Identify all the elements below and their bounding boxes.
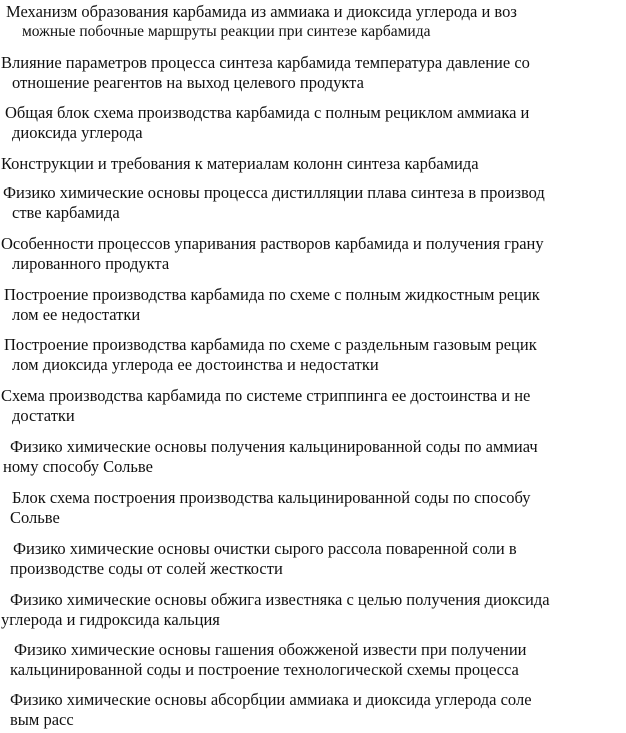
- question-item: [0, 53, 626, 93]
- question-line: Физико химические основы абсорбции аммиака и диоксида углерода соле: [10, 690, 532, 709]
- question-line: кальцинированной соды и построение технологической схемы процесса: [10, 660, 519, 679]
- question-line: ному способу Сольве: [3, 457, 153, 476]
- question-line: Блок схема построения производства кальцинированной соды по способу: [12, 488, 531, 507]
- question-line: углерода и гидроксида кальция: [1, 610, 220, 629]
- question-item: [0, 590, 626, 630]
- question-line: отношение реагентов на выход целевого продукта: [12, 73, 364, 92]
- question-item: [0, 2, 626, 42]
- question-item: [0, 234, 626, 274]
- question-item: [0, 690, 626, 730]
- question-line: лом ее недостатки: [12, 305, 141, 324]
- question-line: вым расс: [10, 710, 74, 729]
- question-line: Сольве: [10, 508, 60, 527]
- question-item: [0, 183, 626, 223]
- question-line: Схема производства карбамида по системе стриппинга ее достоинства и не: [1, 386, 531, 405]
- question-item: [0, 103, 626, 143]
- question-line: Физико химические основы получения кальцинированной соды по аммиач: [10, 437, 538, 456]
- question-line: Физико химические основы очистки сырого рассола поваренной соли в: [13, 539, 517, 558]
- question-line: производстве соды от солей жесткости: [10, 559, 283, 578]
- question-line: стве карбамида: [12, 203, 120, 222]
- question-item: [0, 488, 626, 528]
- question-item: [0, 640, 626, 680]
- question-line: Построение производства карбамида по схеме с полным жидкостным рецик: [4, 285, 540, 304]
- question-line: Общая блок схема производства карбамида с полным рециклом аммиака и: [5, 103, 530, 122]
- question-line: Влияние параметров процесса синтеза карбамида температура давление со: [1, 53, 530, 72]
- question-line: достатки: [12, 406, 75, 425]
- question-line: лом диоксида углерода ее достоинства и недостатки: [12, 355, 379, 374]
- question-item: [0, 539, 626, 579]
- question-line: Физико химические основы обжига известняка с целью получения диоксида: [10, 590, 550, 609]
- question-item: [0, 154, 626, 174]
- question-line: Особенности процессов упаривания растворов карбамида и получения грану: [1, 234, 544, 253]
- question-item: [0, 285, 626, 325]
- question-item: [0, 437, 626, 477]
- question-line: Построение производства карбамида по схеме с раздельным газовым рецик: [4, 335, 537, 354]
- question-line: можные побочные маршруты реакции при синтезе карбамида: [22, 23, 431, 40]
- question-item: [0, 386, 626, 426]
- question-line: диоксида углерода: [12, 123, 143, 142]
- question-line: Физико химические основы гашения обожженой извести при получении: [14, 640, 527, 659]
- question-item: [0, 335, 626, 375]
- question-line: Физико химические основы процесса дистилляции плава синтеза в производ: [3, 183, 545, 202]
- question-line: лированного продукта: [12, 254, 170, 273]
- question-line: Конструкции и требования к материалам колонн синтеза карбамида: [1, 154, 479, 173]
- question-line: Механизм образования карбамида из аммиака и диоксида углерода и воз: [6, 2, 517, 21]
